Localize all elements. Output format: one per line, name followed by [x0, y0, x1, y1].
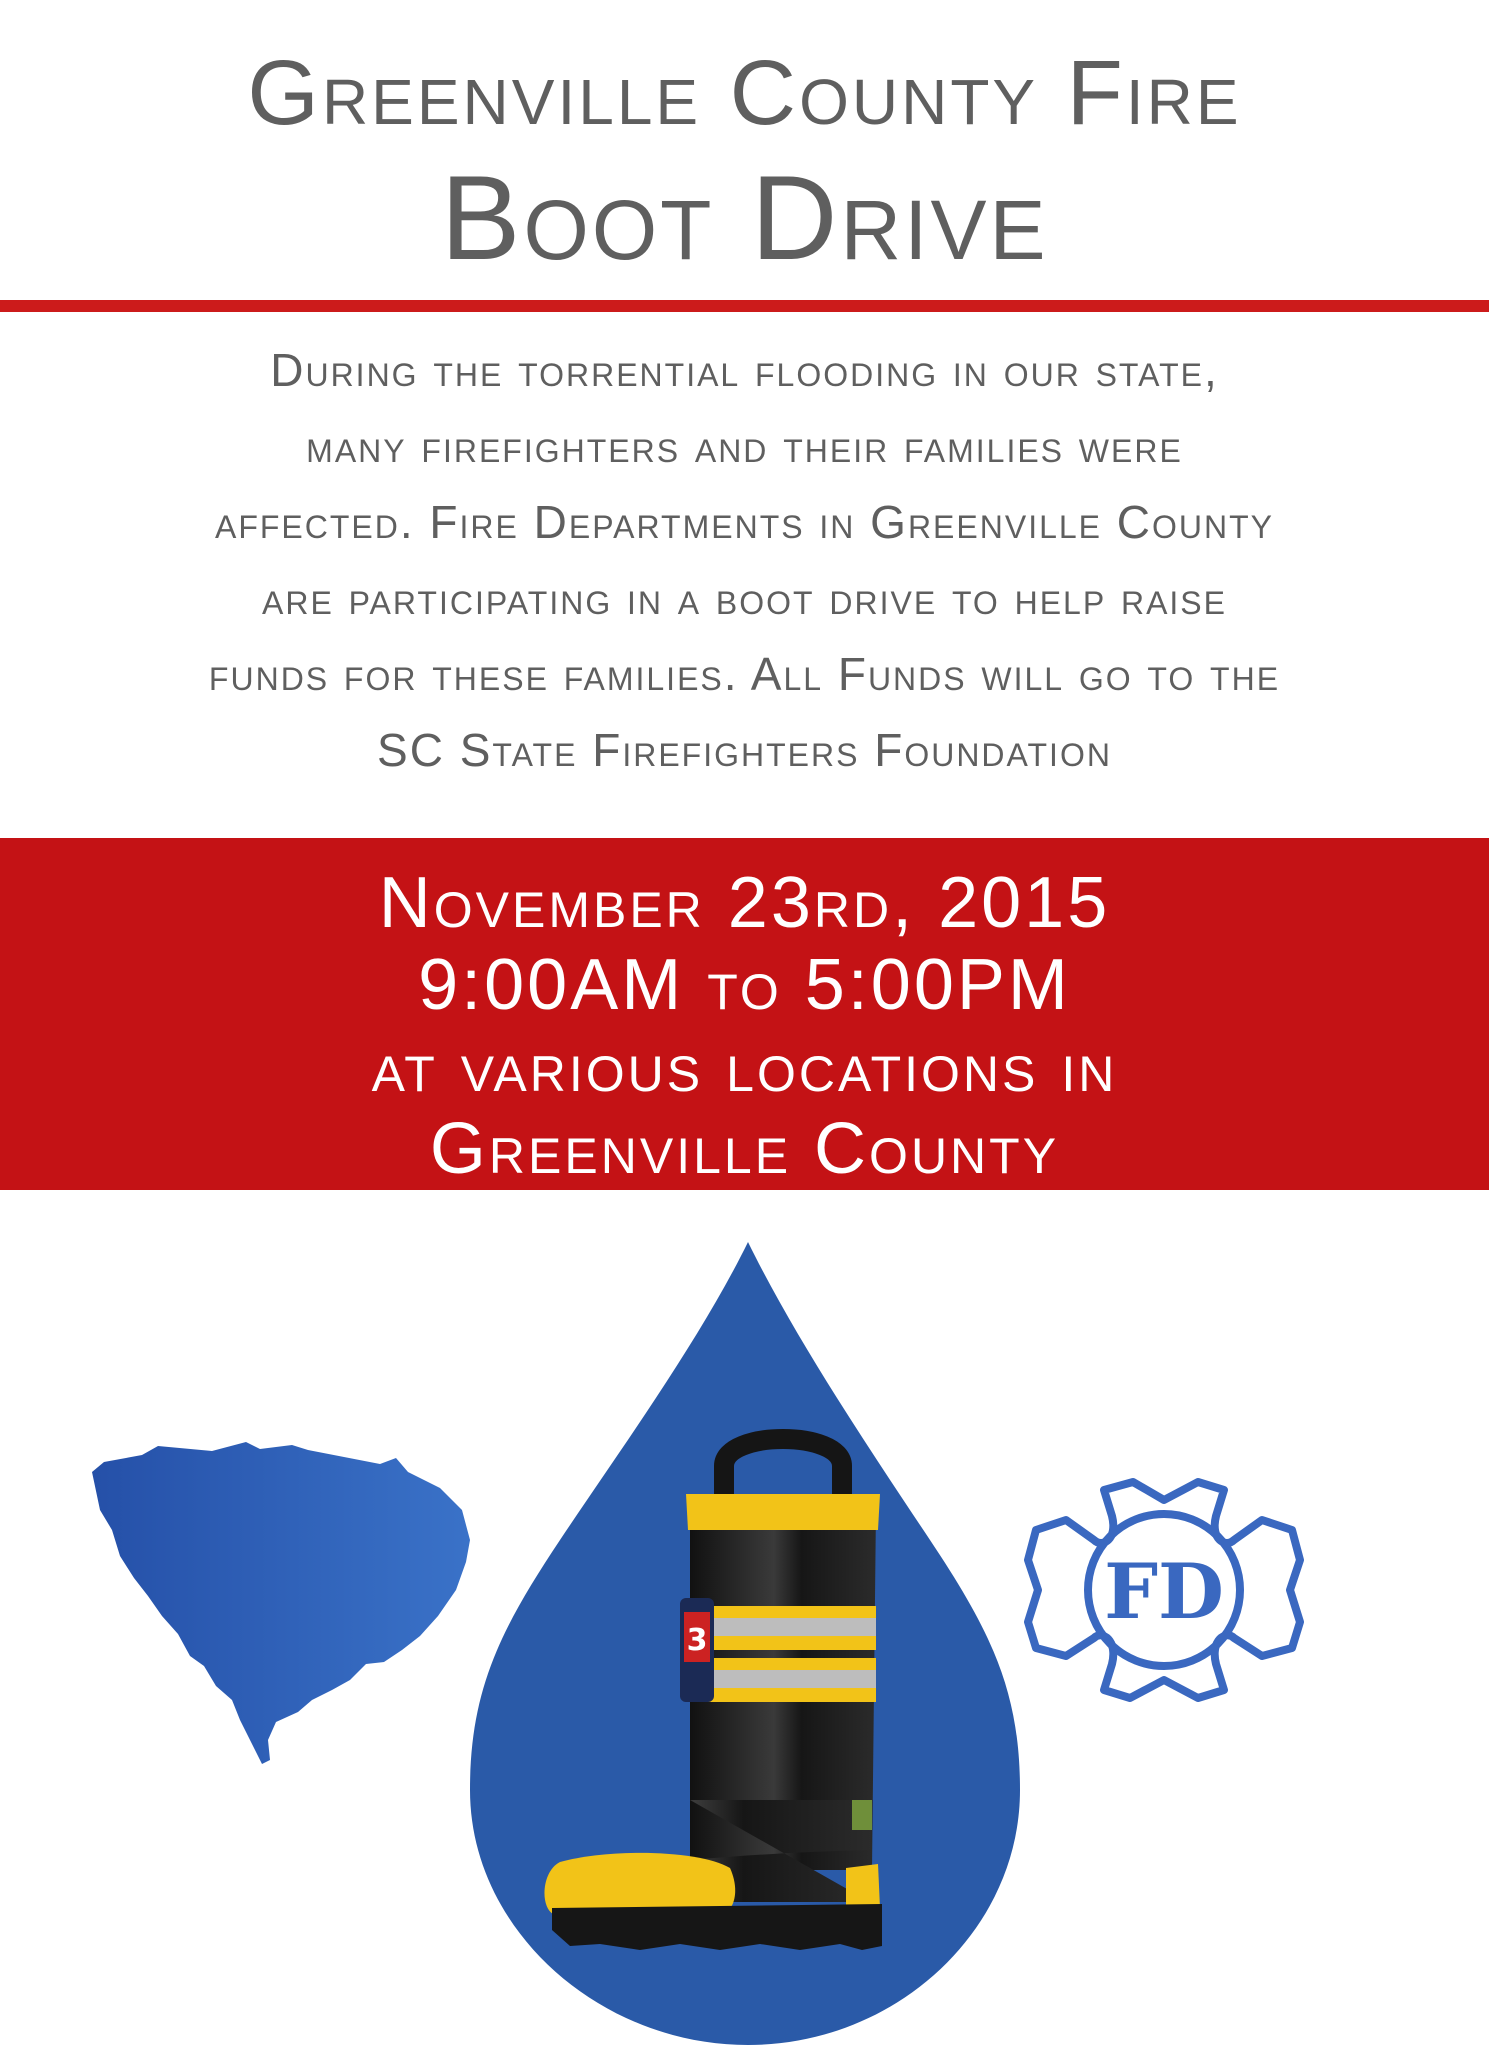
description-line: are participating in a boot drive to help raise — [262, 572, 1227, 624]
description-line: During the torrential flooding in our state, — [270, 344, 1219, 396]
south-carolina-map-icon — [92, 1442, 470, 1764]
description-line: affected. Fire Departments in Greenville County — [214, 496, 1275, 548]
event-location-line2: Greenville County — [429, 1109, 1060, 1189]
description-line: funds for these families. All Funds will go to the — [208, 648, 1281, 700]
event-date: November 23rd, 2015 — [378, 863, 1111, 943]
event-location-line1: at various locations in — [371, 1027, 1118, 1107]
flyer-title: Greenville County Fire — [247, 42, 1242, 144]
fd-badge-text: FD — [1104, 1547, 1224, 1636]
description-line: many firefighters and their families were — [306, 420, 1183, 472]
event-time: 9:00AM to 5:00PM — [418, 945, 1071, 1025]
boot-number: 3 — [686, 1623, 708, 1658]
flyer-subtitle: Boot Drive — [440, 151, 1049, 285]
description-line: SC State Firefighters Foundation — [377, 724, 1112, 776]
